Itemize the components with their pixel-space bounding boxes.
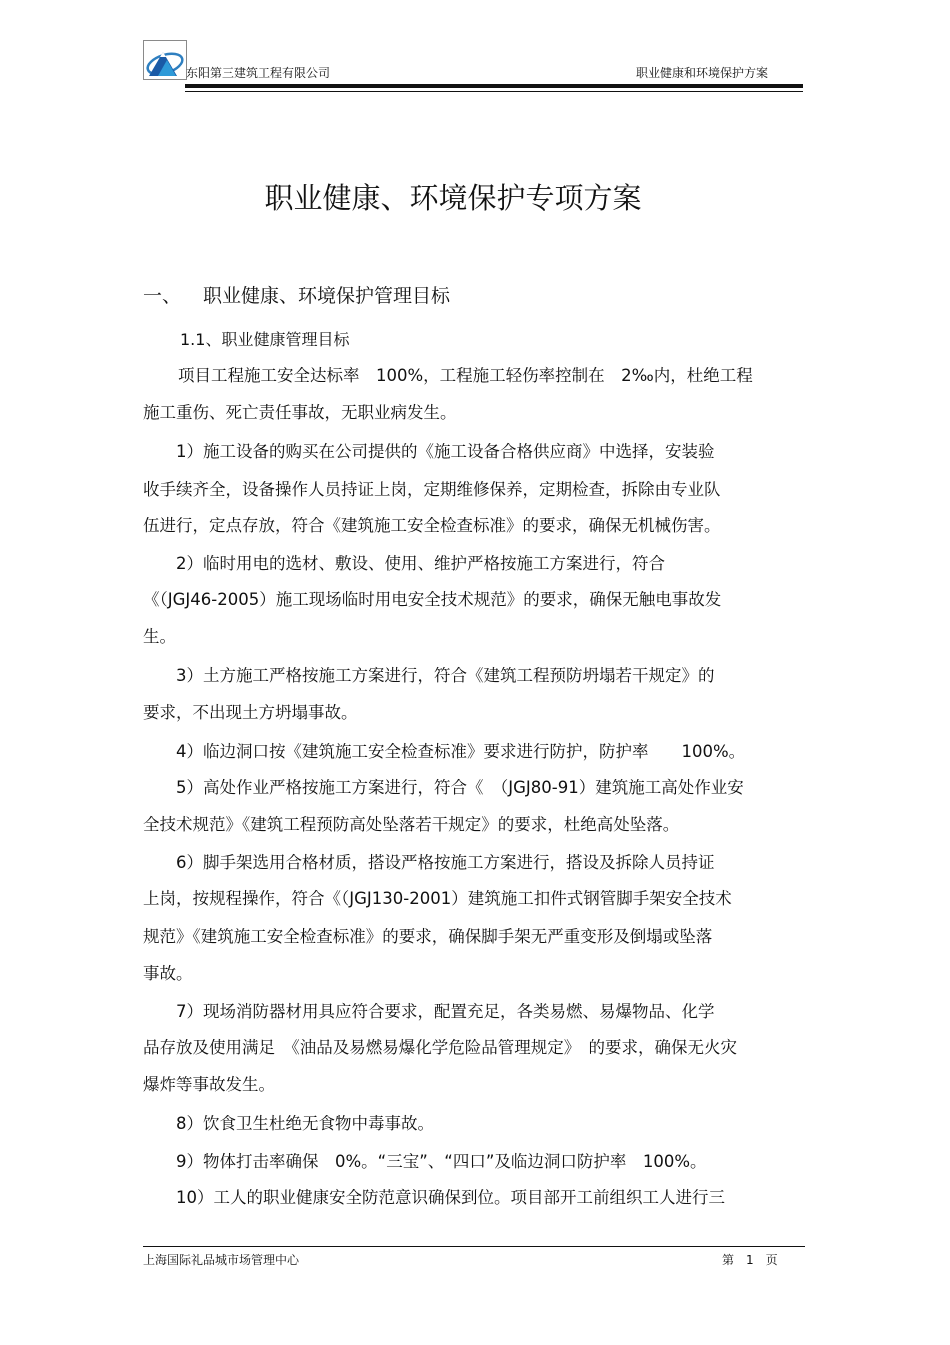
body-line: 3）土方施工严格按施工方案进行，符合《建筑工程预防坍塌若干规定》的 [176, 666, 715, 685]
body-line: 爆炸等事故发生。 [143, 1075, 275, 1094]
body-line: 伍进行，定点存放，符合《建筑施工安全检查标准》的要求，确保无机械伤害。 [143, 516, 721, 535]
body-line: 《（JGJ46-2005）施工现场临时用电安全技术规范》的要求，确保无触电事故发 [143, 590, 722, 609]
body-line: 5）高处作业严格按施工方案进行，符合《 （JGJ80-91）建筑施工高处作业安 [176, 778, 744, 797]
header-rule-thick [185, 84, 803, 88]
footer-organization: 上海国际礼品城市场管理中心 [143, 1253, 300, 1267]
company-logo-icon [143, 40, 187, 80]
body-line: 7）现场消防器材用具应符合要求，配置充足，各类易燃、易爆物品、化学 [176, 1002, 715, 1021]
body-line: 收手续齐全，设备操作人员持证上岗，定期维修保养，定期检查，拆除由专业队 [143, 480, 721, 499]
body-line: 2）临时用电的选材、敷设、使用、维护严格按施工方案进行，符合 [176, 554, 665, 573]
body-line: 4）临边洞口按《建筑施工安全检查标准》要求进行防护，防护率 100%。 [176, 742, 746, 761]
body-line: 上岗，按规程操作，符合《（JGJ130-2001）建筑施工扣件式钢管脚手架安全技术 [143, 889, 732, 908]
subsection-heading: 1.1、职业健康管理目标 [180, 330, 350, 349]
section-number: 一、 [143, 285, 182, 307]
page-number: 第 1 页 [722, 1253, 778, 1267]
body-line: 8）饮食卫生杜绝无食物中毒事故。 [176, 1114, 434, 1133]
body-line: 规范》《建筑施工安全检查标准》的要求，确保脚手架无严重变形及倒塌或坠落 [143, 927, 713, 946]
body-line: 1）施工设备的购买在公司提供的《施工设备合格供应商》中选择，安装验 [176, 442, 715, 461]
header-rule-thin [185, 91, 803, 92]
body-line: 10）工人的职业健康安全防范意识确保到位。项目部开工前组织工人进行三 [176, 1188, 725, 1207]
body-line: 生。 [143, 627, 176, 646]
page-title: 职业健康、环境保护专项方案 [264, 181, 642, 215]
body-line: 6）脚手架选用合格材质，搭设严格按施工方案进行，搭设及拆除人员持证 [176, 853, 715, 872]
footer-rule [143, 1246, 805, 1247]
body-line: 全技术规范》《建筑工程预防高处坠落若干规定》的要求，杜绝高处坠落。 [143, 815, 680, 834]
body-line: 施工重伤、死亡责任事故，无职业病发生。 [143, 403, 457, 422]
body-line: 事故。 [143, 964, 193, 983]
body-line: 9）物体打击率确保 0%。“三宝”、“四口”及临边洞口防护率 100%。 [176, 1152, 707, 1171]
body-line: 要求，不出现土方坍塌事故。 [143, 703, 358, 722]
body-line: 项目工程施工安全达标率 100%，工程施工轻伤率控制在 2‰内，杜绝工程 [178, 366, 753, 385]
body-line: 品存放及使用满足 《油品及易燃易爆化学危险品管理规定》 的要求，确保无火灾 [143, 1038, 737, 1057]
header-company: 东阳第三建筑工程有限公司 [186, 66, 331, 80]
header-doc-title: 职业健康和环境保护方案 [636, 66, 769, 80]
section-heading [143, 281, 450, 308]
section-heading-text: 职业健康、环境保护管理目标 [203, 285, 451, 307]
